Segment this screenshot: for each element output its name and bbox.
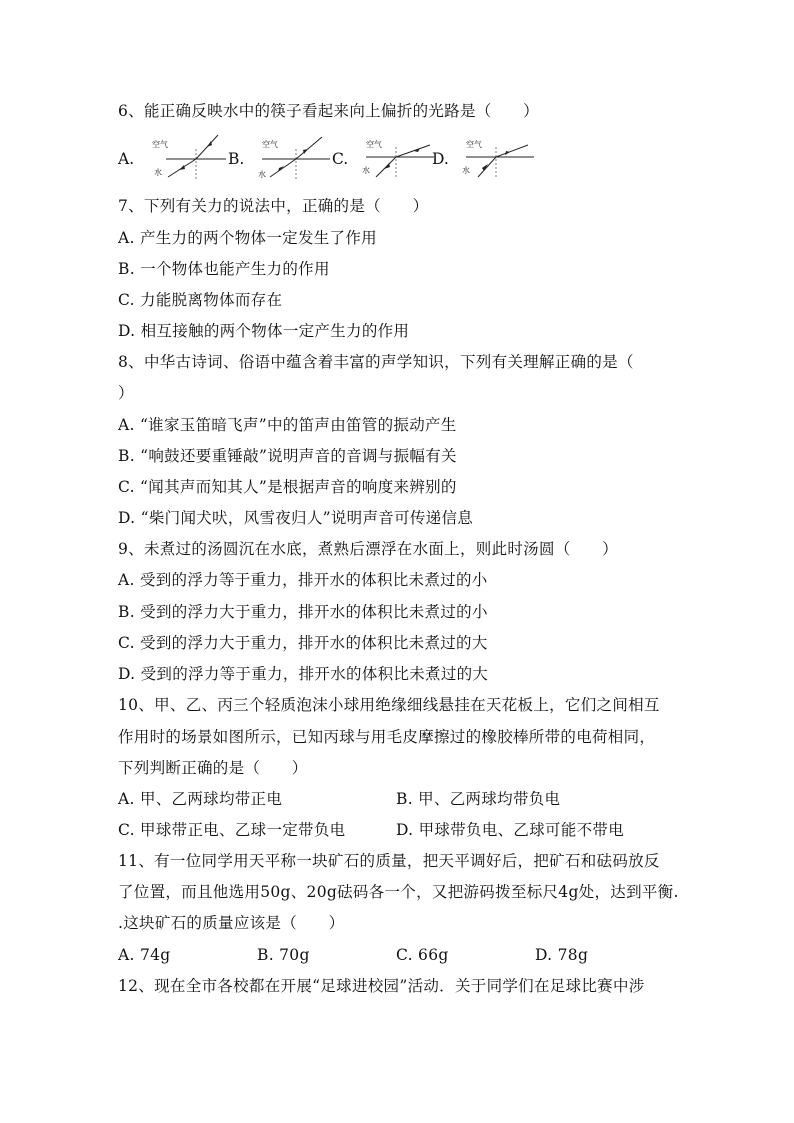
q8-option-b: B. “响鼓还要重锤敲”说明声音的音调与振幅有关 xyxy=(118,447,457,465)
q11-option-a: A. 74g xyxy=(118,946,171,964)
q8-stem-line2: ） xyxy=(118,384,134,402)
q7-option-a: A. 产生力的两个物体一定发生了作用 xyxy=(118,229,377,247)
q9-option-a: A. 受到的浮力等于重力，排开水的体积比未煮过的小 xyxy=(118,571,488,589)
water-label: 水 xyxy=(462,166,470,175)
q11-option-d: D. 78g xyxy=(535,946,589,964)
water-label: 水 xyxy=(258,170,266,179)
q6-stem: 6、能正确反映水中的筷子看起来向上偏折的光路是（ ） xyxy=(118,102,539,120)
q11-option-b: B. 70g xyxy=(257,946,310,964)
air-label: 空气 xyxy=(152,140,168,149)
q6-option-d-diagram xyxy=(452,133,534,181)
q11-option-c: C. 66g xyxy=(396,946,449,964)
q7-option-c: C. 力能脱离物体而存在 xyxy=(118,291,283,309)
air-label: 空气 xyxy=(466,140,482,149)
q7-option-d: D. 相互接触的两个物体一定产生力的作用 xyxy=(118,322,410,340)
q10-stem-line1: 10、甲、乙、丙三个轻质泡沫小球用绝缘细线悬挂在天花板上，它们之间相互 xyxy=(118,696,660,714)
q7-stem: 7、下列有关力的说法中，正确的是（ ） xyxy=(118,197,429,215)
q9-option-d: D. 受到的浮力等于重力，排开水的体积比未煮过的大 xyxy=(118,665,489,683)
q8-stem-line1: 8、中华古诗词、俗语中蕴含着丰富的声学知识，下列有关理解正确的是（ xyxy=(118,353,634,371)
q9-option-b: B. 受到的浮力大于重力，排开水的体积比未煮过的小 xyxy=(118,603,488,621)
q11-stem-line2: 了位置，而且他选用50g、20g砝码各一个，又把游码拨至标尺4g处，达到平衡. xyxy=(118,883,679,901)
q11-stem-line1: 11、有一位同学用天平称一块矿石的质量，把天平调好后，把矿石和砝码放反 xyxy=(118,852,660,870)
q9-stem: 9、未煮过的汤圆沉在水底，煮熟后漂浮在水面上，则此时汤圆（ ） xyxy=(118,540,618,558)
q10-option-d: D. 甲球带负电、乙球可能不带电 xyxy=(396,821,625,839)
q9-option-c: C. 受到的浮力大于重力，排开水的体积比未煮过的大 xyxy=(118,634,488,652)
q10-option-a: A. 甲、乙两球均带正电 xyxy=(118,790,283,808)
q6-option-a-label: A. xyxy=(118,150,135,168)
q6-option-c-diagram xyxy=(352,133,434,181)
q8-option-c: C. “闻其声而知其人”是根据声音的响度来辨别的 xyxy=(118,478,457,496)
q11-stem-line3: .这块矿石的质量应该是（ ） xyxy=(118,914,345,932)
q6-option-b-label: B. xyxy=(228,150,245,168)
q8-option-a: A. “谁家玉笛暗飞声”中的笛声由笛管的振动产生 xyxy=(118,416,457,434)
q8-option-d: D. “柴门闻犬吠，风雪夜归人”说明声音可传递信息 xyxy=(118,509,474,527)
water-label: 水 xyxy=(154,168,162,177)
air-label: 空气 xyxy=(366,140,382,149)
q12-stem-line1: 12、现在全市各校都在开展“足球进校园”活动．关于同学们在足球比赛中涉 xyxy=(118,977,645,995)
q6-option-b-diagram xyxy=(248,133,330,181)
q7-option-b: B. 一个物体也能产生力的作用 xyxy=(118,260,330,278)
q10-stem-line2: 作用时的场景如图所示，已知丙球与用毛皮摩擦过的橡胶棒所带的电荷相同， xyxy=(118,728,656,746)
q6-option-c-label: C. xyxy=(332,150,349,168)
q10-stem-line3: 下列判断正确的是（ ） xyxy=(118,759,308,777)
water-label: 水 xyxy=(362,166,370,175)
q10-option-c: C. 甲球带正电、乙球一定带负电 xyxy=(118,821,346,839)
q6-option-a-diagram xyxy=(146,133,228,181)
q6-option-d-label: D. xyxy=(432,150,449,168)
q10-option-b: B. 甲、乙两球均带负电 xyxy=(396,790,561,808)
air-label: 空气 xyxy=(262,140,278,149)
